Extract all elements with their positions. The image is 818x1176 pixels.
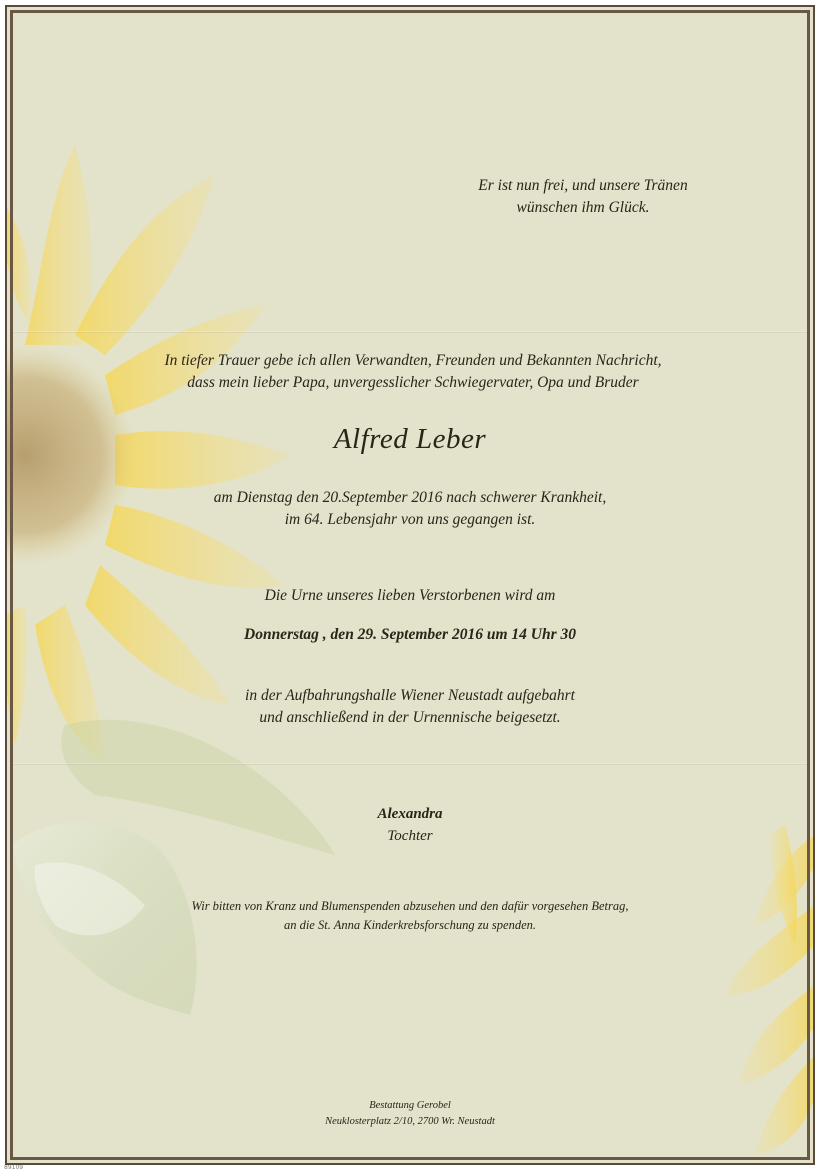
death-line-2: im 64. Lebensjahr von uns gegangen ist. bbox=[284, 511, 536, 528]
survivor-relation: Tochter bbox=[387, 828, 433, 844]
death-line-1: am Dienstag den 20.September 2016 nach schwerer Krankheit, bbox=[213, 489, 607, 506]
donation-request bbox=[5, 897, 815, 935]
quote-line-1: Er ist nun frei, und unsere Tränen bbox=[478, 177, 688, 194]
obituary-text bbox=[5, 5, 815, 1165]
place-line-1: in der Aufbahrungshalle Wiener Neustadt aufgebahrt bbox=[245, 687, 575, 704]
announcement-intro bbox=[105, 350, 721, 394]
quote-line-2: wünschen ihm Glück. bbox=[516, 199, 650, 216]
death-notice bbox=[5, 487, 815, 531]
funeral-home-address: Neuklosterplatz 2/10, 2700 Wr. Neustadt bbox=[325, 1116, 495, 1127]
print-code: 89109 bbox=[4, 1164, 24, 1171]
intro-line-2: dass mein lieber Papa, unvergesslicher Schwiegervater, Opa und Bruder bbox=[187, 374, 639, 391]
obituary-card bbox=[5, 5, 815, 1165]
funeral-home-name: Bestattung Gerobel bbox=[369, 1100, 451, 1111]
urn-intro: Die Urne unseres lieben Verstorbenen wird am bbox=[264, 587, 556, 604]
survivor bbox=[5, 803, 815, 847]
place-line-2: und anschließend in der Urnennische beigesetzt. bbox=[259, 709, 561, 726]
intro-line-1: In tiefer Trauer gebe ich allen Verwandten, Freunden und Bekannten Nachricht, bbox=[164, 352, 662, 369]
deceased-name: Alfred Leber bbox=[333, 423, 487, 455]
memorial-quote bbox=[453, 175, 713, 219]
survivor-name: Alexandra bbox=[377, 806, 443, 822]
funeral-home bbox=[5, 1098, 815, 1130]
donation-line-1: Wir bitten von Kranz und Blumenspenden abzusehen und den dafür vorgesehen Betrag, bbox=[191, 899, 629, 913]
ceremony-date: Donnerstag , den 29. September 2016 um 14 Uhr 30 bbox=[244, 626, 576, 643]
donation-line-2: an die St. Anna Kinderkrebsforschung zu spenden. bbox=[283, 918, 537, 932]
ceremony-place bbox=[5, 685, 815, 729]
